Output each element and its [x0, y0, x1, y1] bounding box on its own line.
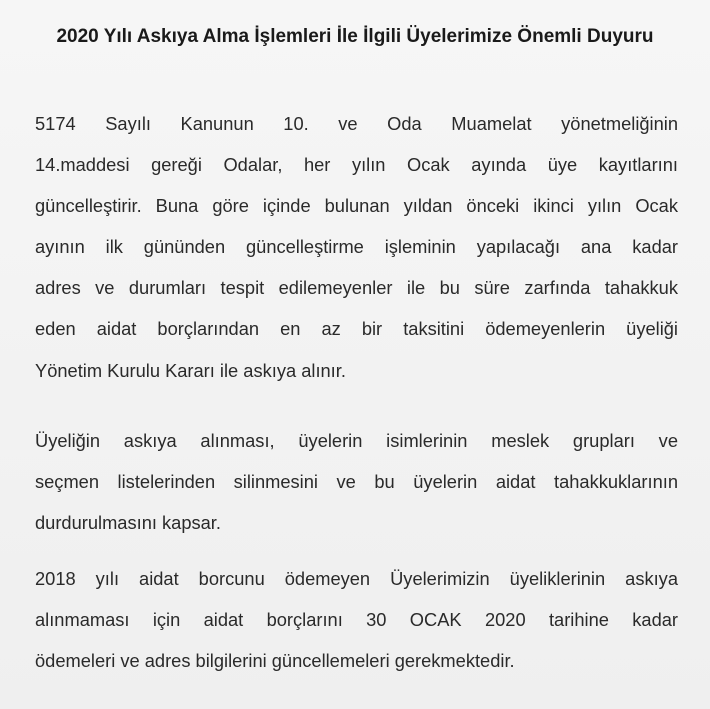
announcement-title: 2020 Yılı Askıya Alma İşlemleri İle İlgili Üyelerimize Önemli Duyuru [56, 26, 654, 47]
paragraph-line: ödemeleri ve adres bilgilerini güncellemeleri gerekmektedir. [35, 650, 515, 672]
paragraph-line: 14.maddesi gereği Odalar, her yılın Ocak ayında üye kayıtlarını [35, 154, 678, 176]
paragraph-line: Üyeliğin askıya alınması, üyelerin isimlerinin meslek grupları ve [35, 430, 678, 451]
paragraph-suspension-scope [35, 420, 678, 543]
paragraph-membership-update [35, 103, 678, 391]
paragraph-line: alınmaması için aidat borçlarını 30 OCAK 2020 tarihine kadar [35, 609, 678, 631]
paragraph-line: 2018 yılı aidat borcunu ödemeyen Üyelerimizin üyeliklerinin askıya [35, 568, 678, 589]
paragraph-line: durdurulmasını kapsar. [35, 512, 221, 534]
paragraph-line: adres ve durumları tespit edilemeyenler ile bu süre zarfında tahakkuk [35, 277, 678, 299]
paragraph-line: Yönetim Kurulu Kararı ile askıya alınır. [35, 359, 346, 381]
paragraph-line: 5174 Sayılı Kanunun 10. ve Oda Muamelat yönetmeliğinin [35, 113, 678, 134]
paragraph-line: eden aidat borçlarından en az bir taksitini ödemeyenlerin üyeliği [35, 318, 678, 340]
paragraph-line: güncelleştirir. Buna göre içinde bulunan yıldan önceki ikinci yılın Ocak [35, 195, 678, 217]
paragraph-line: ayının ilk gününden güncelleştirme işleminin yapılacağı ana kadar [35, 236, 678, 258]
paragraph-line: seçmen listelerinden silinmesini ve bu üyelerin aidat tahakkuklarının [35, 471, 678, 493]
paragraph-payment-deadline [35, 558, 678, 681]
